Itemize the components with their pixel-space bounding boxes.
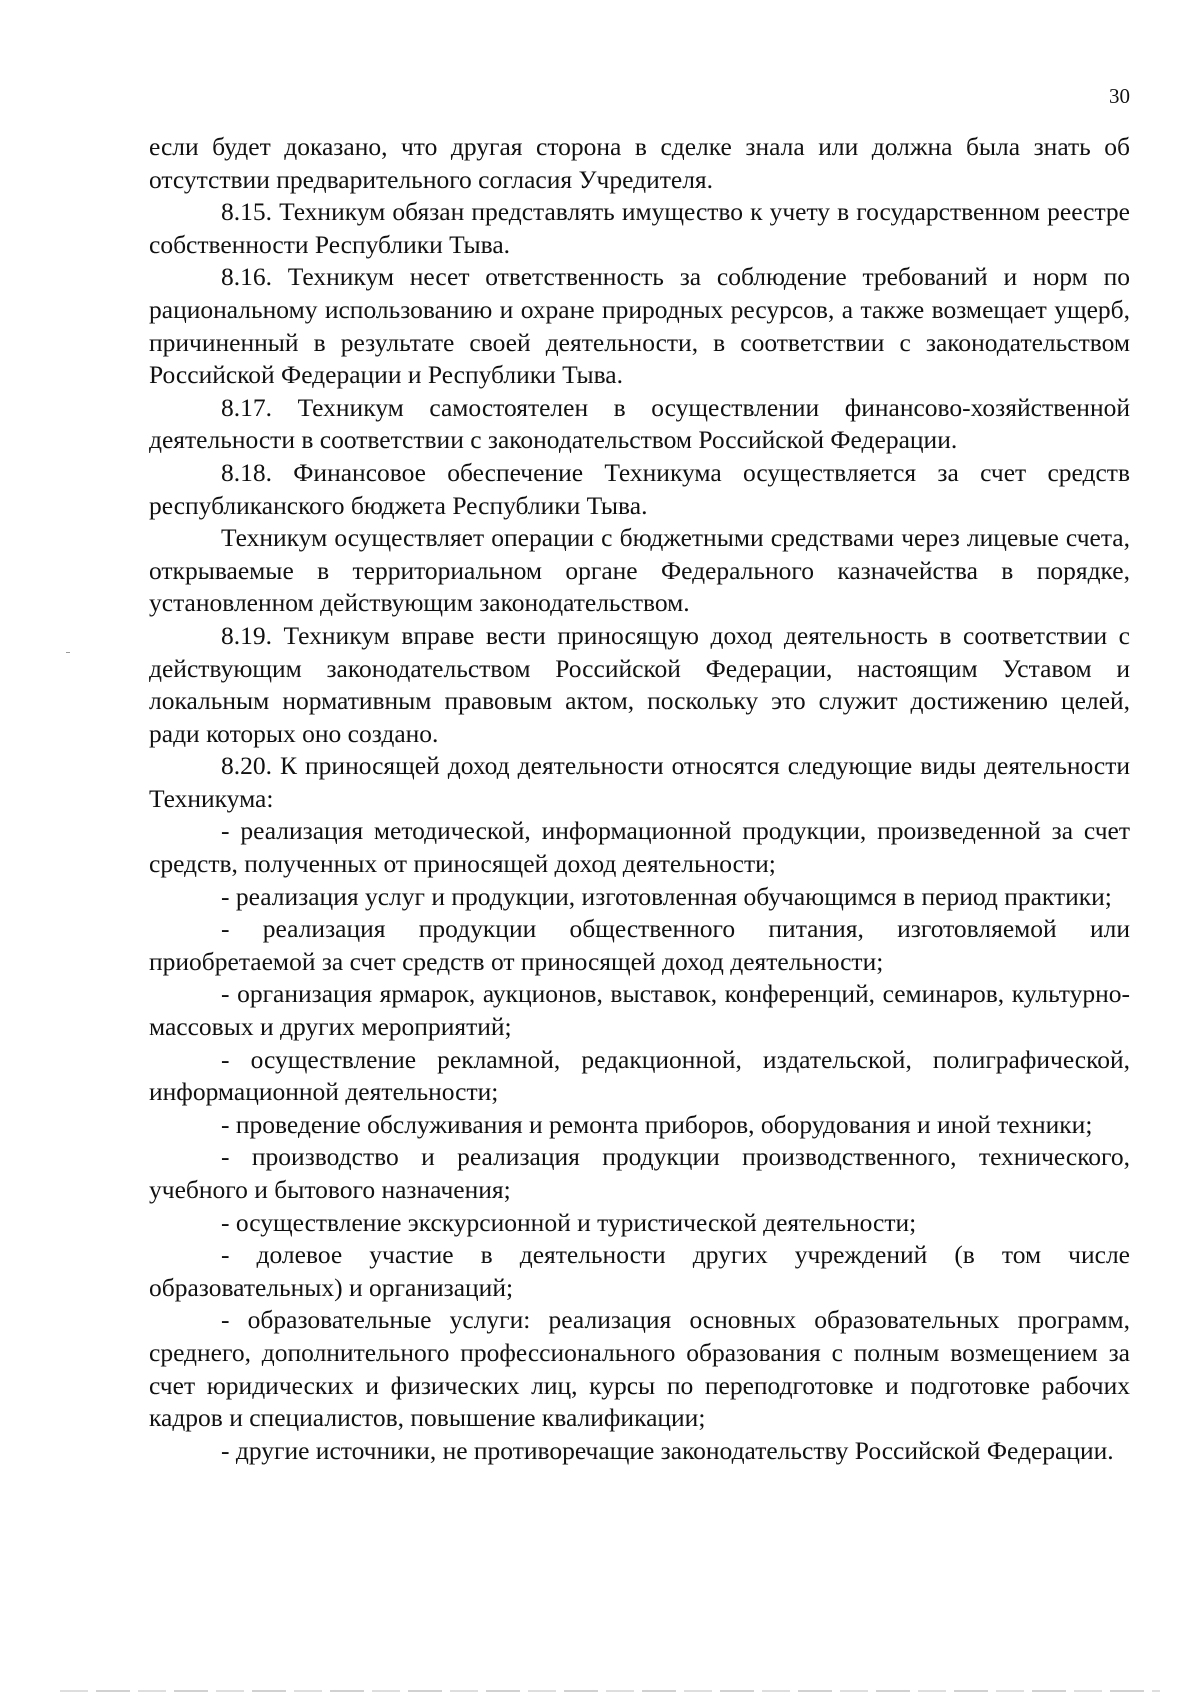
paragraph-continuation: если будет доказано, что другая сторона в сделке знала или должна была знать об отсутствии предварительного согласия Учредителя. xyxy=(149,132,1130,194)
page-number: 30 xyxy=(1109,84,1130,108)
paragraph-8-18: 8.18. Финансовое обеспечение Техникума осуществляется за счет средств республиканского бюджета Республики Тыва. xyxy=(149,457,1130,520)
list-item: - осуществление рекламной, редакционной, издательской, полиграфической, информационной деятельности; xyxy=(149,1044,1130,1107)
paragraph-8-20: 8.20. К приносящей доход деятельности относятся следующие виды деятельности Техникума: xyxy=(149,751,1130,813)
list-item: - организация ярмарок, аукционов, выставок, конференций, семинаров, культурно-массовых и других мероприятий; xyxy=(149,979,1130,1042)
paragraph-budget-operations: Техникум осуществляет операции с бюджетными средствами через лицевые счета, открываемые в территориальном органе Федерального казначейства в порядке, установленном действующим законодательством. xyxy=(149,523,1130,618)
paragraph-8-17: 8.17. Техникум самостоятелен в осуществлении финансово-хозяйственной деятельности в соответствии с законодательством Российской Федерации. xyxy=(149,392,1130,455)
list-item: - реализация продукции общественного питания, изготовляемой или приобретаемой за счет средств от приносящей доход деятельности; xyxy=(149,914,1130,976)
list-item: - осуществление экскурсионной и туристической деятельности; xyxy=(221,1207,917,1237)
document-body xyxy=(149,131,1130,1467)
scan-bottom-edge xyxy=(60,1690,1160,1692)
list-item: - долевое участие в деятельности других учреждений (в том числе образовательных) и организаций; xyxy=(149,1240,1130,1302)
list-item: - проведение обслуживания и ремонта приборов, оборудования и иной техники; xyxy=(221,1109,1093,1139)
list-item: - реализация услуг и продукции, изготовленная обучающимся в период практики; xyxy=(221,881,1112,911)
paragraph-8-16: 8.16. Техникум несет ответственность за соблюдение требований и норм по рациональному использованию и охране природных ресурсов, а также возмещает ущерб, причиненный в результате своей деятельности, в соответствии с законодательством Российской Федерации и Республики Тыва. xyxy=(149,262,1130,390)
list-item: - другие источники, не противоречащие законодательству Российской Федерации. xyxy=(221,1435,1114,1465)
scan-speck xyxy=(66,652,70,653)
list-item: - образовательные услуги: реализация основных образовательных программ, среднего, дополнительного профессионального образования с полным возмещением за счет юридических и физических лиц, курсы по переподготовке и подготовке рабочих кадров и специалистов, повышение квалификации; xyxy=(149,1305,1130,1433)
list-item: - производство и реализация продукции производственного, технического, учебного и бытового назначения; xyxy=(149,1142,1130,1204)
paragraph-8-19: 8.19. Техникум вправе вести приносящую доход деятельность в соответствии с действующим законодательством Российской Федерации, настоящим Уставом и локальным нормативным правовым актом, поскольку это служит достижению целей, ради которых оно создано. xyxy=(149,620,1130,748)
paragraph-8-15: 8.15. Техникум обязан представлять имущество к учету в государственном реестре собственности Республики Тыва. xyxy=(149,197,1130,259)
list-item: - реализация методической, информационной продукции, произведенной за счет средств, полученных от приносящей доход деятельности; xyxy=(149,816,1130,879)
